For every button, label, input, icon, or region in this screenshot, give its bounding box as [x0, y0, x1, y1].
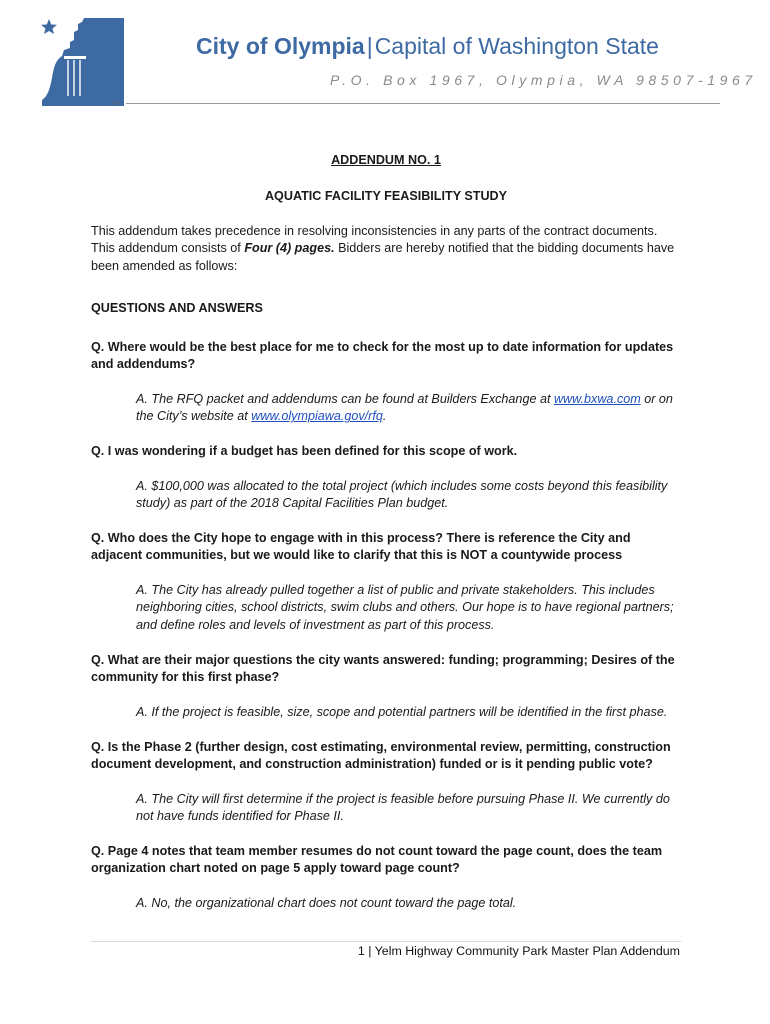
question-4: Q. What are their major questions the city wants answered: funding; programming; Desires of the community for this first phase? — [91, 653, 675, 685]
answer-4: A. If the project is feasible, size, scope and potential partners will be identified in the first phase. — [136, 705, 668, 719]
answer-1-text-3: . — [382, 409, 387, 424]
trademark-mark: TM — [112, 101, 120, 107]
section-heading: QUESTIONS AND ANSWERS — [91, 301, 263, 315]
question-5: Q. Is the Phase 2 (further design, cost estimating, environmental review, permitting, construction document development, and construction administration) funded or is it pending public vote? — [91, 740, 671, 772]
question-1: Q. Where would be the best place for me to check for the most up to date information for updates and addendums? — [91, 340, 674, 372]
intro-text-1: This addendum takes precedence in resolving inconsistencies in any parts of the contract documents. This addendum consists of — [91, 224, 658, 256]
answer-1 — [136, 391, 684, 426]
answer-2: A. $100,000 was allocated to the total project (which includes some costs beyond this feasibility study) as part of the 2018 Capital Facilities Plan budget. — [136, 479, 668, 511]
question-6: Q. Page 4 notes that team member resumes do not count toward the page count, does the team organization chart noted on page 5 apply toward page count? — [91, 844, 663, 876]
project-title: AQUATIC FACILITY FEASIBILITY STUDY — [264, 189, 508, 203]
question-3: Q. Who does the City hope to engage with in this process? There is reference the City and adjacent communities, but we would like to clarify that this is NOT a countywide process — [91, 531, 631, 563]
intro-text-2: Bidders are hereby notified that the bidding documents have been amended as follows: — [91, 241, 675, 273]
page-header-title — [196, 33, 659, 60]
header-separator: | — [366, 33, 373, 59]
addendum-title: ADDENDUM NO. 1 — [331, 153, 441, 167]
intro-paragraph — [91, 223, 681, 275]
bxwa-link[interactable]: www.bxwa.com — [553, 392, 641, 406]
city-of-olympia-logo — [40, 16, 124, 108]
header-subtitle: Capital of Washington State — [374, 33, 659, 59]
intro-page-count: Four (4) pages. — [244, 241, 335, 256]
answer-6: A. No, the organizational chart does not count toward the page total. — [136, 896, 517, 910]
footer-divider — [91, 941, 681, 942]
header-address: P.O. Box 1967, Olympia, WA 98507-1967 — [330, 72, 757, 88]
question-2: Q. I was wondering if a budget has been defined for this scope of work. — [91, 444, 518, 458]
city-name: City of Olympia — [196, 33, 365, 59]
olympia-rfq-link[interactable]: www.olympiawa.gov/rfq — [251, 409, 383, 424]
header-divider — [126, 103, 720, 104]
answer-3: A. The City has already pulled together a list of public and private stakeholders. This includes neighboring cities, school districts, swim clubs and others. Our hope is to have regional partners; and define roles and levels of investment as part of this process. — [136, 583, 674, 632]
answer-1-text: A. The RFQ packet and addendums can be found at Builders Exchange at — [136, 392, 554, 406]
answer-5: A. The City will first determine if the project is feasible before pursuing Phase II. We currently do not have funds identified for Phase II. — [136, 792, 670, 824]
answer-1-text-2: or on the City’s website at — [136, 392, 673, 424]
page-footer: 1 | Yelm Highway Community Park Master Plan Addendum — [357, 944, 680, 958]
